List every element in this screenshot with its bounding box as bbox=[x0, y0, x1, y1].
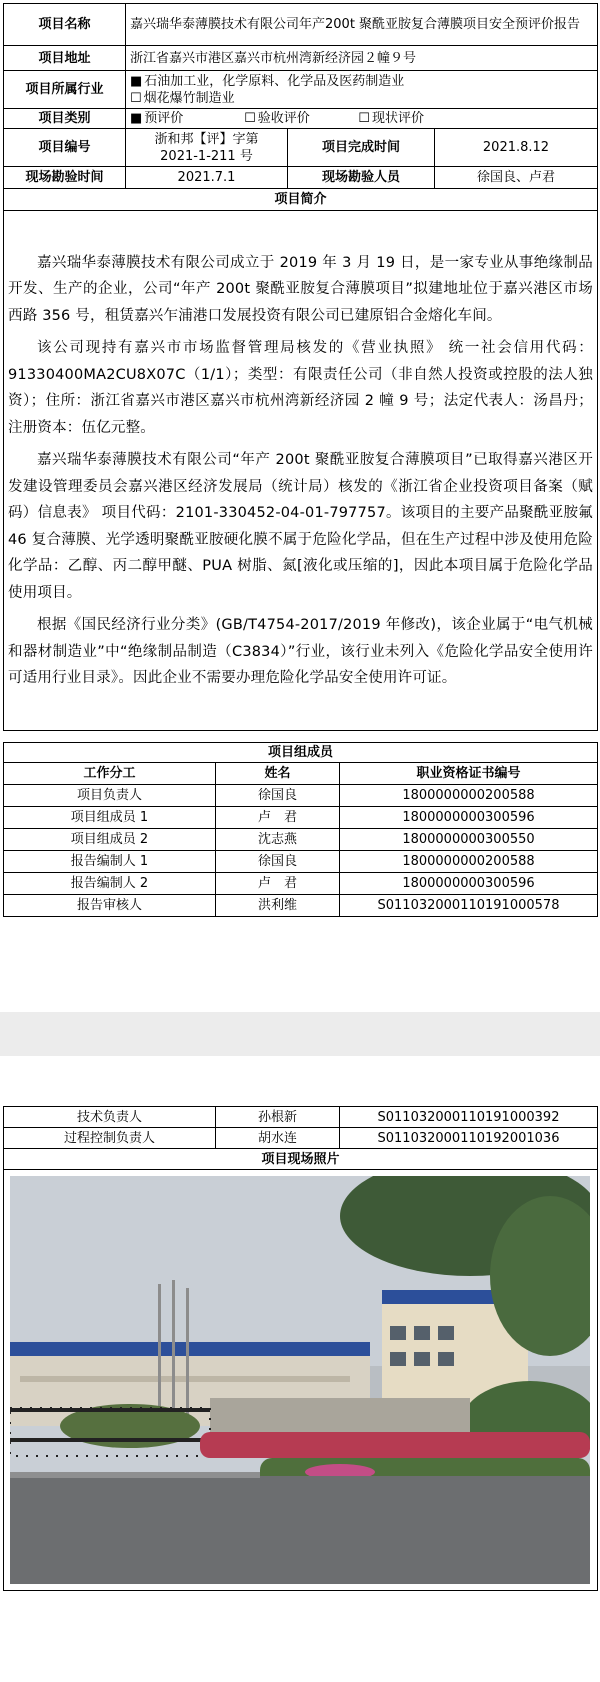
intro-body bbox=[4, 211, 598, 731]
fence-rail bbox=[10, 1438, 210, 1442]
project-industry-label: 项目所属行业 bbox=[4, 71, 126, 109]
page-gap bbox=[0, 1012, 600, 1056]
table-row bbox=[4, 873, 598, 895]
project-number-label: 项目编号 bbox=[4, 129, 126, 167]
team-header-role: 工作分工 bbox=[4, 763, 216, 785]
team-role: 报告审核人 bbox=[4, 895, 216, 917]
team-role: 技术负责人 bbox=[4, 1107, 216, 1128]
type-option-status: ☐ 现状评价 bbox=[358, 111, 424, 126]
project-address-label: 项目地址 bbox=[4, 46, 126, 71]
flower-hedge bbox=[200, 1432, 590, 1458]
row-survey bbox=[4, 167, 598, 189]
row-photo-title bbox=[4, 1149, 598, 1170]
team-table bbox=[3, 742, 598, 917]
team-role: 项目组成员 2 bbox=[4, 829, 216, 851]
intro-title: 项目简介 bbox=[4, 189, 598, 211]
photo-title: 项目现场照片 bbox=[4, 1149, 598, 1170]
project-type-value bbox=[126, 109, 598, 129]
team-name: 徐国良 bbox=[216, 851, 340, 873]
window bbox=[390, 1326, 406, 1340]
team-name: 孙根新 bbox=[216, 1107, 340, 1128]
table-row bbox=[4, 1107, 598, 1128]
type-option-pre: ■ 预评价 bbox=[130, 111, 184, 126]
site-photo bbox=[10, 1176, 590, 1584]
unchecked-box-icon: ☐ bbox=[244, 111, 256, 126]
survey-people-value: 徐国良、卢君 bbox=[435, 167, 598, 189]
intro-paragraph-4: 根据《国民经济行业分类》(GB/T4754-2017/2019 年修改)，该企业属于“电气机械和器材制造业”中“绝缘制品制造（C3834）”行业，该行业未列入《危险化学品安全使用许可适用行业目录》。因此企业不需要办理危险化学品安全使用许可证。 bbox=[8, 617, 593, 686]
window bbox=[414, 1326, 430, 1340]
curb bbox=[10, 1472, 260, 1478]
table-row bbox=[4, 785, 598, 807]
project-address-value: 浙江省嘉兴市港区嘉兴市杭州湾新经济园２幢９号 bbox=[126, 46, 598, 71]
team-role: 报告编制人 1 bbox=[4, 851, 216, 873]
row-project-number bbox=[4, 129, 598, 167]
team-cert: S011032000110191000392 bbox=[340, 1107, 598, 1128]
industry-option-2 bbox=[130, 90, 593, 107]
checked-box-icon: ■ bbox=[130, 73, 143, 89]
row-intro-title bbox=[4, 189, 598, 211]
team-name: 卢 君 bbox=[216, 873, 340, 895]
unchecked-box-icon: ☐ bbox=[130, 90, 142, 106]
team-role: 报告编制人 2 bbox=[4, 873, 216, 895]
industry-option-1 bbox=[130, 73, 593, 90]
team-cert: 1800000000300596 bbox=[340, 807, 598, 829]
team-header-cert: 职业资格证书编号 bbox=[340, 763, 598, 785]
table-row bbox=[4, 829, 598, 851]
team-title: 项目组成员 bbox=[4, 743, 598, 763]
window bbox=[414, 1352, 430, 1366]
unchecked-box-icon: ☐ bbox=[358, 111, 370, 126]
survey-people-label: 现场勘验人员 bbox=[288, 167, 435, 189]
team-role: 项目负责人 bbox=[4, 785, 216, 807]
project-industry-value bbox=[126, 71, 598, 109]
team-cert: 1800000000200588 bbox=[340, 785, 598, 807]
page-2 bbox=[0, 1056, 600, 1682]
table-row bbox=[4, 851, 598, 873]
window bbox=[438, 1326, 454, 1340]
warehouse-roof bbox=[10, 1342, 370, 1356]
project-name-value: 嘉兴瑞华泰薄膜技术有限公司年产200t 聚酰亚胺复合薄膜项目安全预评价报告 bbox=[126, 4, 598, 46]
table-row bbox=[4, 1128, 598, 1149]
intro-paragraph-2: 该公司现持有嘉兴市市场监督管理局核发的《营业执照》 统一社会信用代码：91330400MA2CU8X07C（1/1）；类型：有限责任公司（非自然人投资或控股的法人独资）；住所：浙江省嘉兴市港区嘉兴市杭州湾新经济园 2 幢 9 号；法定代表人：汤昌丹；注册资本：伍亿元整。 bbox=[8, 340, 593, 436]
team-role: 项目组成员 1 bbox=[4, 807, 216, 829]
team-header-row bbox=[4, 763, 598, 785]
window bbox=[390, 1352, 406, 1366]
wall-line bbox=[20, 1376, 350, 1382]
team-name: 沈志燕 bbox=[216, 829, 340, 851]
team-name: 徐国良 bbox=[216, 785, 340, 807]
intro-paragraph-1: 嘉兴瑞华泰薄膜技术有限公司成立于 2019 年 3 月 19 日，是一家专业从事绝缘制品开发、生产的企业，公司“年产 200t 聚酰亚胺复合薄膜项目”拟建地址位于嘉兴港区市场西路 356 号，租赁嘉兴乍浦港口发展投资有限公司已建原铝合金熔化车间。 bbox=[8, 254, 593, 324]
row-project-type bbox=[4, 109, 598, 129]
project-done-value: 2021.8.12 bbox=[435, 129, 598, 167]
photo-cell bbox=[4, 1170, 598, 1591]
team-cert: 1800000000300596 bbox=[340, 873, 598, 895]
row-photo bbox=[4, 1170, 598, 1591]
team-name: 胡水连 bbox=[216, 1128, 340, 1149]
project-done-label: 项目完成时间 bbox=[288, 129, 435, 167]
project-type-label: 项目类别 bbox=[4, 109, 126, 129]
table-row bbox=[4, 807, 598, 829]
team-name: 卢 君 bbox=[216, 807, 340, 829]
team-cert: 1800000000300550 bbox=[340, 829, 598, 851]
industry-option-1-label: 石油加工业，化学原料、化学品及医药制造业 bbox=[144, 73, 405, 89]
team-table-continued bbox=[3, 1106, 598, 1591]
window bbox=[438, 1352, 454, 1366]
pavement bbox=[10, 1476, 590, 1584]
team-cert: 1800000000200588 bbox=[340, 851, 598, 873]
survey-time-label: 现场勘验时间 bbox=[4, 167, 126, 189]
industry-option-2-label: 烟花爆竹制造业 bbox=[143, 90, 235, 106]
project-info-table bbox=[3, 3, 598, 731]
entrance-wall bbox=[210, 1398, 470, 1434]
team-name: 洪利维 bbox=[216, 895, 340, 917]
row-intro-body bbox=[4, 211, 598, 731]
row-project-address bbox=[4, 46, 598, 71]
checked-box-icon: ■ bbox=[130, 111, 143, 126]
project-number-value: 浙和邦【评】字第 2021-1-211 号 bbox=[126, 129, 288, 167]
row-project-name bbox=[4, 4, 598, 46]
team-cert: S011032000110191000578 bbox=[340, 895, 598, 917]
project-name-label: 项目名称 bbox=[4, 4, 126, 46]
survey-time-value: 2021.7.1 bbox=[126, 167, 288, 189]
type-option-acceptance: ☐ 验收评价 bbox=[244, 111, 310, 126]
team-cert: S011032000110192001036 bbox=[340, 1128, 598, 1149]
team-header-name: 姓名 bbox=[216, 763, 340, 785]
table-row bbox=[4, 895, 598, 917]
row-project-industry bbox=[4, 71, 598, 109]
row-team-title bbox=[4, 743, 598, 763]
team-role: 过程控制负责人 bbox=[4, 1128, 216, 1149]
intro-paragraph-3: 嘉兴瑞华泰薄膜技术有限公司“年产 200t 聚酰亚胺复合薄膜项目”已取得嘉兴港区开发建设管理委员会嘉兴港区经济发展局（统计局）核发的《浙江省企业投资项目备案（赋码）信息表》 项目代码：2101-330452-04-01-797757。该项目的主要产品聚酰亚胺氟 46 复合薄膜、光学透明聚酰亚胺硬化膜不属于危险化学品，但在生产过程中涉及使用危险化学品：乙醇、丙二醇甲醚、PUA 树脂、氮[液化或压缩的]，因此本项目属于危险化学品使用项目。 bbox=[8, 452, 593, 601]
